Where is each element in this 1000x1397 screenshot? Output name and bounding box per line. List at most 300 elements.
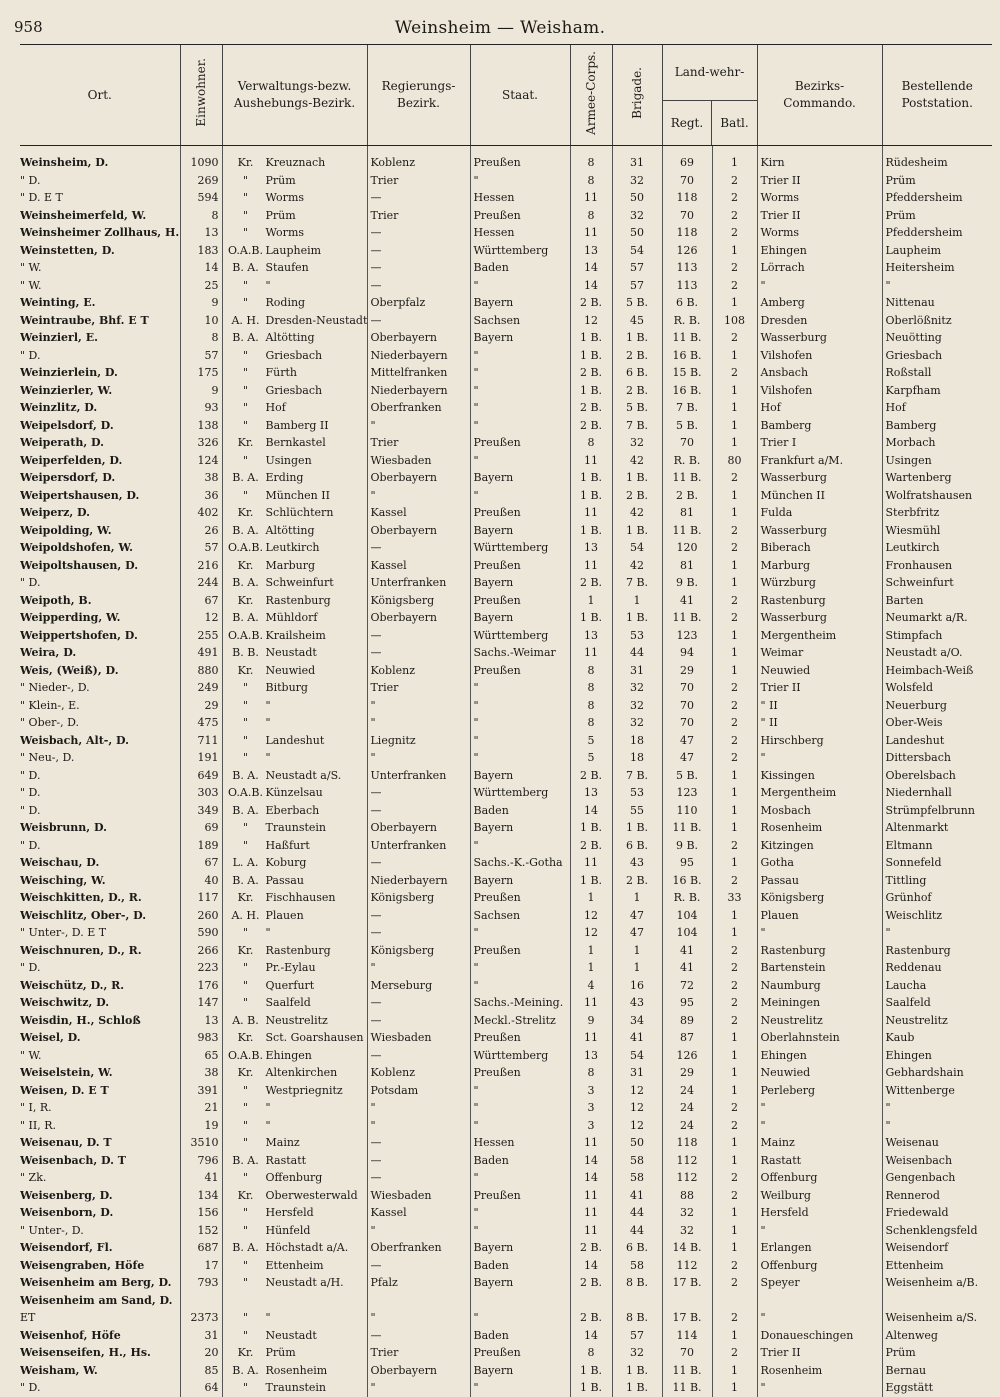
cell-landwehr-batl: 1: [712, 1327, 757, 1345]
district-name: Hersfeld: [265, 1206, 314, 1219]
cell-regierung: —: [367, 1257, 470, 1275]
cell-regierung: ": [367, 714, 470, 732]
cell-brigade: 58: [612, 1169, 662, 1187]
cell-ort: Weisenbach, D. T: [20, 1153, 126, 1167]
cell-poststation: Sterbfritz: [882, 504, 992, 522]
district-type: Kr.: [237, 1031, 254, 1044]
table-row: [20, 434, 992, 452]
cell-landwehr-batl: 1: [712, 574, 757, 592]
cell-armee-corps: 11: [570, 854, 612, 872]
district-name: Fürth: [265, 366, 297, 379]
cell-staat: Bayern: [470, 609, 570, 627]
cell-bezirks-commando: Kissingen: [757, 767, 882, 785]
cell-armee-corps: 8: [570, 1344, 612, 1362]
cell-poststation: Heitersheim: [882, 259, 992, 277]
cell-landwehr-batl: 2: [712, 994, 757, 1012]
cell-regierung: —: [367, 312, 470, 330]
cell-brigade: 42: [612, 504, 662, 522]
table-row: [20, 1187, 992, 1205]
district-type: Kr.: [237, 436, 254, 449]
cell-bezirks-commando: Oberlahnstein: [757, 1029, 882, 1047]
cell-bezirks-commando: Weilburg: [757, 1187, 882, 1205]
district-type: A. H.: [231, 313, 260, 327]
cell-bezirks-commando: Wasserburg: [757, 329, 882, 347]
cell-landwehr-batl: 2: [712, 1309, 757, 1327]
district-name: Roding: [265, 296, 306, 309]
cell-armee-corps: 11: [570, 1029, 612, 1047]
cell-armee-corps: 8: [570, 662, 612, 680]
cell-einwohner: 303: [180, 784, 222, 802]
cell-brigade: 32: [612, 697, 662, 715]
cell-armee-corps: 2 B.: [570, 417, 612, 435]
cell-landwehr-batl: 2: [712, 942, 757, 960]
table-row: [20, 1012, 992, 1030]
cell-armee-corps: 1 B.: [570, 469, 612, 487]
district-name: ": [265, 1101, 271, 1114]
cell-landwehr-regt: 112: [662, 1152, 712, 1170]
cell-landwehr-regt: 9 B.: [662, 574, 712, 592]
cell-landwehr-regt: 113: [662, 259, 712, 277]
district-name: Fischhausen: [265, 891, 336, 904]
cell-staat: Preußen: [470, 146, 570, 172]
cell-regierung: Wiesbaden: [367, 1029, 470, 1047]
cell-brigade: 1: [612, 889, 662, 907]
cell-einwohner: 19: [180, 1117, 222, 1135]
cell-armee-corps: 12: [570, 907, 612, 925]
cell-regierung: —: [367, 277, 470, 295]
district-name: Marburg: [265, 558, 316, 572]
cell-landwehr-regt: 95: [662, 994, 712, 1012]
cell-armee-corps: 1: [570, 889, 612, 907]
table-row: [20, 452, 992, 470]
cell-einwohner: 26: [180, 522, 222, 540]
cell-regierung: —: [367, 627, 470, 645]
district-type: ": [242, 453, 249, 467]
cell-brigade: 5 B.: [612, 294, 662, 312]
cell-poststation: Reddenau: [882, 959, 992, 977]
district-type: O.A.B.: [228, 243, 263, 257]
cell-poststation: Tittling: [882, 872, 992, 890]
cell-brigade: 53: [612, 627, 662, 645]
cell-armee-corps: 5: [570, 732, 612, 750]
cell-einwohner: 244: [180, 574, 222, 592]
district-type: Kr.: [237, 1346, 254, 1359]
cell-brigade: 54: [612, 539, 662, 557]
district-name: Rastatt: [265, 1153, 307, 1167]
cell-armee-corps: 1 B.: [570, 1362, 612, 1380]
cell-einwohner: 255: [180, 627, 222, 645]
cell-ort: Weisdin, H., Schloß: [20, 1013, 141, 1027]
cell-poststation: Stimpfach: [882, 627, 992, 645]
cell-landwehr-batl: 2: [712, 329, 757, 347]
cell-verwaltung: [222, 784, 367, 802]
cell-landwehr-regt: 11 B.: [662, 469, 712, 487]
cell-ort: Weisching, W.: [20, 873, 106, 887]
cell-regierung: —: [367, 994, 470, 1012]
cell-landwehr-regt: 89: [662, 1012, 712, 1030]
cell-poststation: Laupheim: [882, 242, 992, 260]
cell-landwehr-batl: 2: [712, 224, 757, 242]
cell-einwohner: 17: [180, 1257, 222, 1275]
cell-poststation: Schweinfurt: [882, 574, 992, 592]
cell-landwehr-batl: 80: [712, 452, 757, 470]
cell-landwehr-batl: 1: [712, 924, 757, 942]
cell-brigade: 32: [612, 1344, 662, 1362]
cell-landwehr-regt: 69: [662, 146, 712, 172]
cell-bezirks-commando: Neuwied: [757, 662, 882, 680]
cell-verwaltung: [222, 1362, 367, 1380]
cell-einwohner: 134: [180, 1187, 222, 1205]
cell-landwehr-regt: 11 B.: [662, 1362, 712, 1380]
district-type: ": [242, 1258, 249, 1272]
cell-staat: Preußen: [470, 889, 570, 907]
cell-ort: Weisenborn, D.: [20, 1206, 114, 1219]
cell-staat: Sachs.-Meining.: [470, 994, 570, 1012]
cell-landwehr-regt: 112: [662, 1169, 712, 1187]
cell-verwaltung: [222, 1012, 367, 1030]
cell-armee-corps: 1: [570, 592, 612, 610]
cell-ort: Weinzlitz, D.: [20, 401, 98, 414]
cell-landwehr-batl: 2: [712, 469, 757, 487]
gazetteer-table: [20, 44, 992, 1397]
district-type: ": [242, 1311, 249, 1324]
cell-bezirks-commando: Ehingen: [757, 242, 882, 260]
cell-verwaltung: [222, 364, 367, 382]
cell-ort: Weipoltshausen, D.: [20, 558, 139, 572]
table-row: [20, 819, 992, 837]
cell-poststation: Neustadt a/O.: [882, 644, 992, 662]
cell-armee-corps: 14: [570, 1257, 612, 1275]
cell-landwehr-regt: 95: [662, 854, 712, 872]
cell-landwehr-regt: 24: [662, 1099, 712, 1117]
cell-armee-corps: 8: [570, 679, 612, 697]
table-row: [20, 1309, 992, 1327]
cell-verwaltung: [222, 1152, 367, 1170]
district-type: ": [242, 1223, 249, 1237]
cell-regierung: Wiesbaden: [367, 452, 470, 470]
cell-landwehr-regt: 16 B.: [662, 382, 712, 400]
cell-regierung: Koblenz: [367, 146, 470, 172]
cell-regierung: —: [367, 1169, 470, 1187]
cell-landwehr-regt: 113: [662, 277, 712, 295]
table-row: [20, 1327, 992, 1345]
cell-landwehr-batl: 2: [712, 1344, 757, 1362]
cell-landwehr-regt: 11 B.: [662, 522, 712, 540]
cell-landwehr-batl: 2: [712, 207, 757, 225]
cell-landwehr-regt: 118: [662, 224, 712, 242]
cell-armee-corps: 8: [570, 1064, 612, 1082]
cell-einwohner: 260: [180, 907, 222, 925]
district-type: ": [242, 348, 249, 362]
cell-verwaltung: [222, 189, 367, 207]
cell-landwehr-batl: 1: [712, 294, 757, 312]
cell-regierung: —: [367, 1327, 470, 1345]
district-type: ": [242, 488, 249, 502]
district-type: B. A.: [232, 471, 259, 484]
cell-armee-corps: 11: [570, 994, 612, 1012]
cell-poststation: Neuerburg: [882, 697, 992, 715]
cell-brigade: 50: [612, 1134, 662, 1152]
cell-landwehr-batl: 1: [712, 347, 757, 365]
cell-einwohner: 183: [180, 242, 222, 260]
cell-landwehr-regt: 70: [662, 697, 712, 715]
district-name: Staufen: [265, 261, 309, 274]
district-type: ": [242, 173, 249, 187]
cell-armee-corps: 1 B.: [570, 347, 612, 365]
cell-bezirks-commando: Mosbach: [757, 802, 882, 820]
cell-armee-corps: 1 B.: [570, 522, 612, 540]
cell-poststation: Eltmann: [882, 837, 992, 855]
cell-poststation: Usingen: [882, 452, 992, 470]
district-type: B. A.: [232, 768, 259, 782]
cell-landwehr-batl: 1: [712, 1379, 757, 1397]
cell-brigade: 7 B.: [612, 574, 662, 592]
cell-landwehr-batl: 33: [712, 889, 757, 907]
cell-einwohner: 152: [180, 1222, 222, 1240]
cell-brigade: 31: [612, 1064, 662, 1082]
cell-ort: " Ober-, D.: [20, 716, 80, 729]
district-type: ": [242, 296, 249, 309]
cell-armee-corps: 2 B.: [570, 837, 612, 855]
cell-landwehr-batl: 1: [712, 1152, 757, 1170]
cell-landwehr-batl: 1: [712, 784, 757, 802]
cell-landwehr-batl: 2: [712, 364, 757, 382]
cell-poststation: Schenklengsfeld: [882, 1222, 992, 1240]
table-row: [20, 539, 992, 557]
cell-brigade: 41: [612, 1029, 662, 1047]
district-name: Krailsheim: [265, 628, 326, 642]
cell-einwohner: 687: [180, 1239, 222, 1257]
cell-brigade: 18: [612, 732, 662, 750]
district-type: ": [242, 996, 249, 1009]
cell-armee-corps: 2 B.: [570, 1239, 612, 1257]
cell-staat: Baden: [470, 1327, 570, 1345]
cell-landwehr-regt: 32: [662, 1222, 712, 1240]
cell-verwaltung: [222, 749, 367, 767]
cell-bezirks-commando: Ehingen: [757, 1047, 882, 1065]
cell-armee-corps: 13: [570, 242, 612, 260]
cell-armee-corps: 2 B.: [570, 399, 612, 417]
district-name: Koburg: [265, 856, 307, 869]
district-type: ": [242, 716, 249, 729]
cell-landwehr-regt: 6 B.: [662, 294, 712, 312]
cell-verwaltung: [222, 329, 367, 347]
cell-verwaltung: [222, 872, 367, 890]
cell-ort: " W.: [20, 261, 42, 274]
cell-brigade: 57: [612, 259, 662, 277]
cell-verwaltung: [222, 574, 367, 592]
cell-ort: Weipoth, B.: [20, 593, 92, 607]
cell-landwehr-regt: 11 B.: [662, 329, 712, 347]
cell-verwaltung: [222, 146, 367, 172]
cell-regierung: —: [367, 224, 470, 242]
cell-brigade: 45: [612, 312, 662, 330]
cell-staat: Sachsen: [470, 907, 570, 925]
table-row: [20, 574, 992, 592]
cell-staat: Baden: [470, 259, 570, 277]
cell-landwehr-batl: 2: [712, 609, 757, 627]
table-row: [20, 1379, 992, 1397]
cell-einwohner: 41: [180, 1169, 222, 1187]
cell-armee-corps: 13: [570, 539, 612, 557]
cell-einwohner: 326: [180, 434, 222, 452]
cell-staat: ": [470, 1099, 570, 1117]
cell-bezirks-commando: Rastatt: [757, 1152, 882, 1170]
cell-landwehr-batl: 1: [712, 487, 757, 505]
district-name: Griesbach: [265, 383, 323, 397]
district-name: Neuwied: [265, 663, 316, 677]
cell-landwehr-regt: 5 B.: [662, 767, 712, 785]
table-row: [20, 207, 992, 225]
cell-poststation: Pfeddersheim: [882, 224, 992, 242]
cell-einwohner: 156: [180, 1204, 222, 1222]
cell-armee-corps: 11: [570, 1187, 612, 1205]
cell-ort: Weis, (Weiß), D.: [20, 663, 119, 677]
cell-poststation: Strümpfelbrunn: [882, 802, 992, 820]
table-row: [20, 487, 992, 505]
cell-landwehr-regt: 81: [662, 504, 712, 522]
cell-einwohner: 216: [180, 557, 222, 575]
district-name: Traunstein: [265, 1381, 326, 1394]
cell-ort: Weiperfelden, D.: [20, 453, 123, 467]
cell-landwehr-batl: 2: [712, 1169, 757, 1187]
cell-verwaltung: [222, 1309, 367, 1327]
cell-poststation: Hof: [882, 399, 992, 417]
cell-bezirks-commando: Offenburg: [757, 1169, 882, 1187]
cell-regierung: Oberbayern: [367, 609, 470, 627]
cell-verwaltung: [222, 1222, 367, 1240]
cell-bezirks-commando: Erlangen: [757, 1239, 882, 1257]
table-row: [20, 224, 992, 242]
table-row: [20, 854, 992, 872]
district-name: Neustadt: [265, 1328, 317, 1342]
cell-armee-corps: 8: [570, 434, 612, 452]
cell-landwehr-batl: 1: [712, 504, 757, 522]
district-name: Oberwesterwald: [265, 1188, 358, 1202]
cell-staat: ": [470, 487, 570, 505]
cell-verwaltung: [222, 714, 367, 732]
district-type: A. H.: [231, 908, 260, 922]
district-type: ": [242, 1083, 249, 1097]
cell-bezirks-commando: Hersfeld: [757, 1204, 882, 1222]
cell-verwaltung: [222, 767, 367, 785]
cell-bezirks-commando: Trier II: [757, 679, 882, 697]
cell-staat: Meckl.-Strelitz: [470, 1012, 570, 1030]
cell-bezirks-commando: Trier I: [757, 434, 882, 452]
table-row: [20, 609, 992, 627]
cell-brigade: 6 B.: [612, 837, 662, 855]
district-name: Höchstadt a/A.: [265, 1241, 349, 1254]
cell-regierung: Koblenz: [367, 1064, 470, 1082]
district-name: Worms: [265, 226, 305, 239]
cell-brigade: 44: [612, 644, 662, 662]
cell-bezirks-commando: Vilshofen: [757, 347, 882, 365]
cell-staat: Württemberg: [470, 784, 570, 802]
cell-landwehr-regt: 9 B.: [662, 837, 712, 855]
cell-bezirks-commando: Würzburg: [757, 574, 882, 592]
cell-landwehr-batl: 2: [712, 1257, 757, 1275]
cell-armee-corps: 8: [570, 714, 612, 732]
cell-bezirks-commando: Marburg: [757, 557, 882, 575]
cell-bezirks-commando: Worms: [757, 224, 882, 242]
district-name: ": [265, 716, 271, 729]
cell-landwehr-batl: 1: [712, 1204, 757, 1222]
cell-landwehr-regt: 11 B.: [662, 1379, 712, 1397]
cell-landwehr-batl: 2: [712, 714, 757, 732]
cell-staat: Bayern: [470, 574, 570, 592]
cell-verwaltung: [222, 504, 367, 522]
cell-staat: ": [470, 924, 570, 942]
cell-landwehr-regt: 72: [662, 977, 712, 995]
district-name: Westpriegnitz: [265, 1083, 343, 1097]
cell-landwehr-batl: 1: [712, 819, 757, 837]
cell-poststation: Grünhof: [882, 889, 992, 907]
cell-einwohner: 796: [180, 1152, 222, 1170]
cell-verwaltung: [222, 959, 367, 977]
cell-ort: Weinzierler, W.: [20, 383, 113, 397]
district-type: ": [242, 1206, 249, 1219]
cell-landwehr-batl: 2: [712, 592, 757, 610]
district-type: O.A.B.: [228, 628, 263, 642]
cell-verwaltung: [222, 802, 367, 820]
cell-staat: ": [470, 679, 570, 697]
cell-armee-corps: 2 B.: [570, 294, 612, 312]
cell-einwohner: 9: [180, 382, 222, 400]
cell-ort: Weipperding, W.: [20, 611, 121, 624]
cell-einwohner: 8: [180, 207, 222, 225]
district-name: Künzelsau: [265, 786, 323, 799]
cell-verwaltung: [222, 1344, 367, 1362]
district-name: Rosenheim: [265, 1363, 328, 1377]
cell-regierung: Trier: [367, 207, 470, 225]
table-row: [20, 189, 992, 207]
cell-armee-corps: 8: [570, 146, 612, 172]
cell-landwehr-batl: [712, 1292, 757, 1310]
table-row: [20, 662, 992, 680]
cell-brigade: 32: [612, 434, 662, 452]
cell-armee-corps: 12: [570, 924, 612, 942]
cell-bezirks-commando: Hof: [757, 399, 882, 417]
cell-armee-corps: 1: [570, 959, 612, 977]
cell-verwaltung: [222, 942, 367, 960]
cell-bezirks-commando: Amberg: [757, 294, 882, 312]
cell-brigade: 53: [612, 784, 662, 802]
cell-brigade: 12: [612, 1082, 662, 1100]
cell-staat: Bayern: [470, 872, 570, 890]
cell-einwohner: 880: [180, 662, 222, 680]
cell-landwehr-batl: 1: [712, 417, 757, 435]
cell-armee-corps: 2 B.: [570, 364, 612, 382]
cell-staat: Preußen: [470, 942, 570, 960]
cell-armee-corps: 2 B.: [570, 1274, 612, 1292]
cell-regierung: Merseburg: [367, 977, 470, 995]
district-type: ": [242, 733, 249, 747]
cell-brigade: 1 B.: [612, 329, 662, 347]
cell-einwohner: 14: [180, 259, 222, 277]
cell-regierung: —: [367, 907, 470, 925]
cell-poststation: Friedewald: [882, 1204, 992, 1222]
cell-einwohner: 491: [180, 644, 222, 662]
cell-bezirks-commando: Wasserburg: [757, 469, 882, 487]
cell-staat: ": [470, 399, 570, 417]
cell-regierung: —: [367, 924, 470, 942]
cell-ort: " Nieder-, D.: [20, 681, 90, 694]
cell-ort: Weipelsdorf, D.: [20, 418, 114, 432]
district-type: B. A.: [232, 1153, 259, 1167]
table-row: [20, 644, 992, 662]
cell-landwehr-regt: 70: [662, 207, 712, 225]
cell-landwehr-regt: 17 B.: [662, 1309, 712, 1327]
